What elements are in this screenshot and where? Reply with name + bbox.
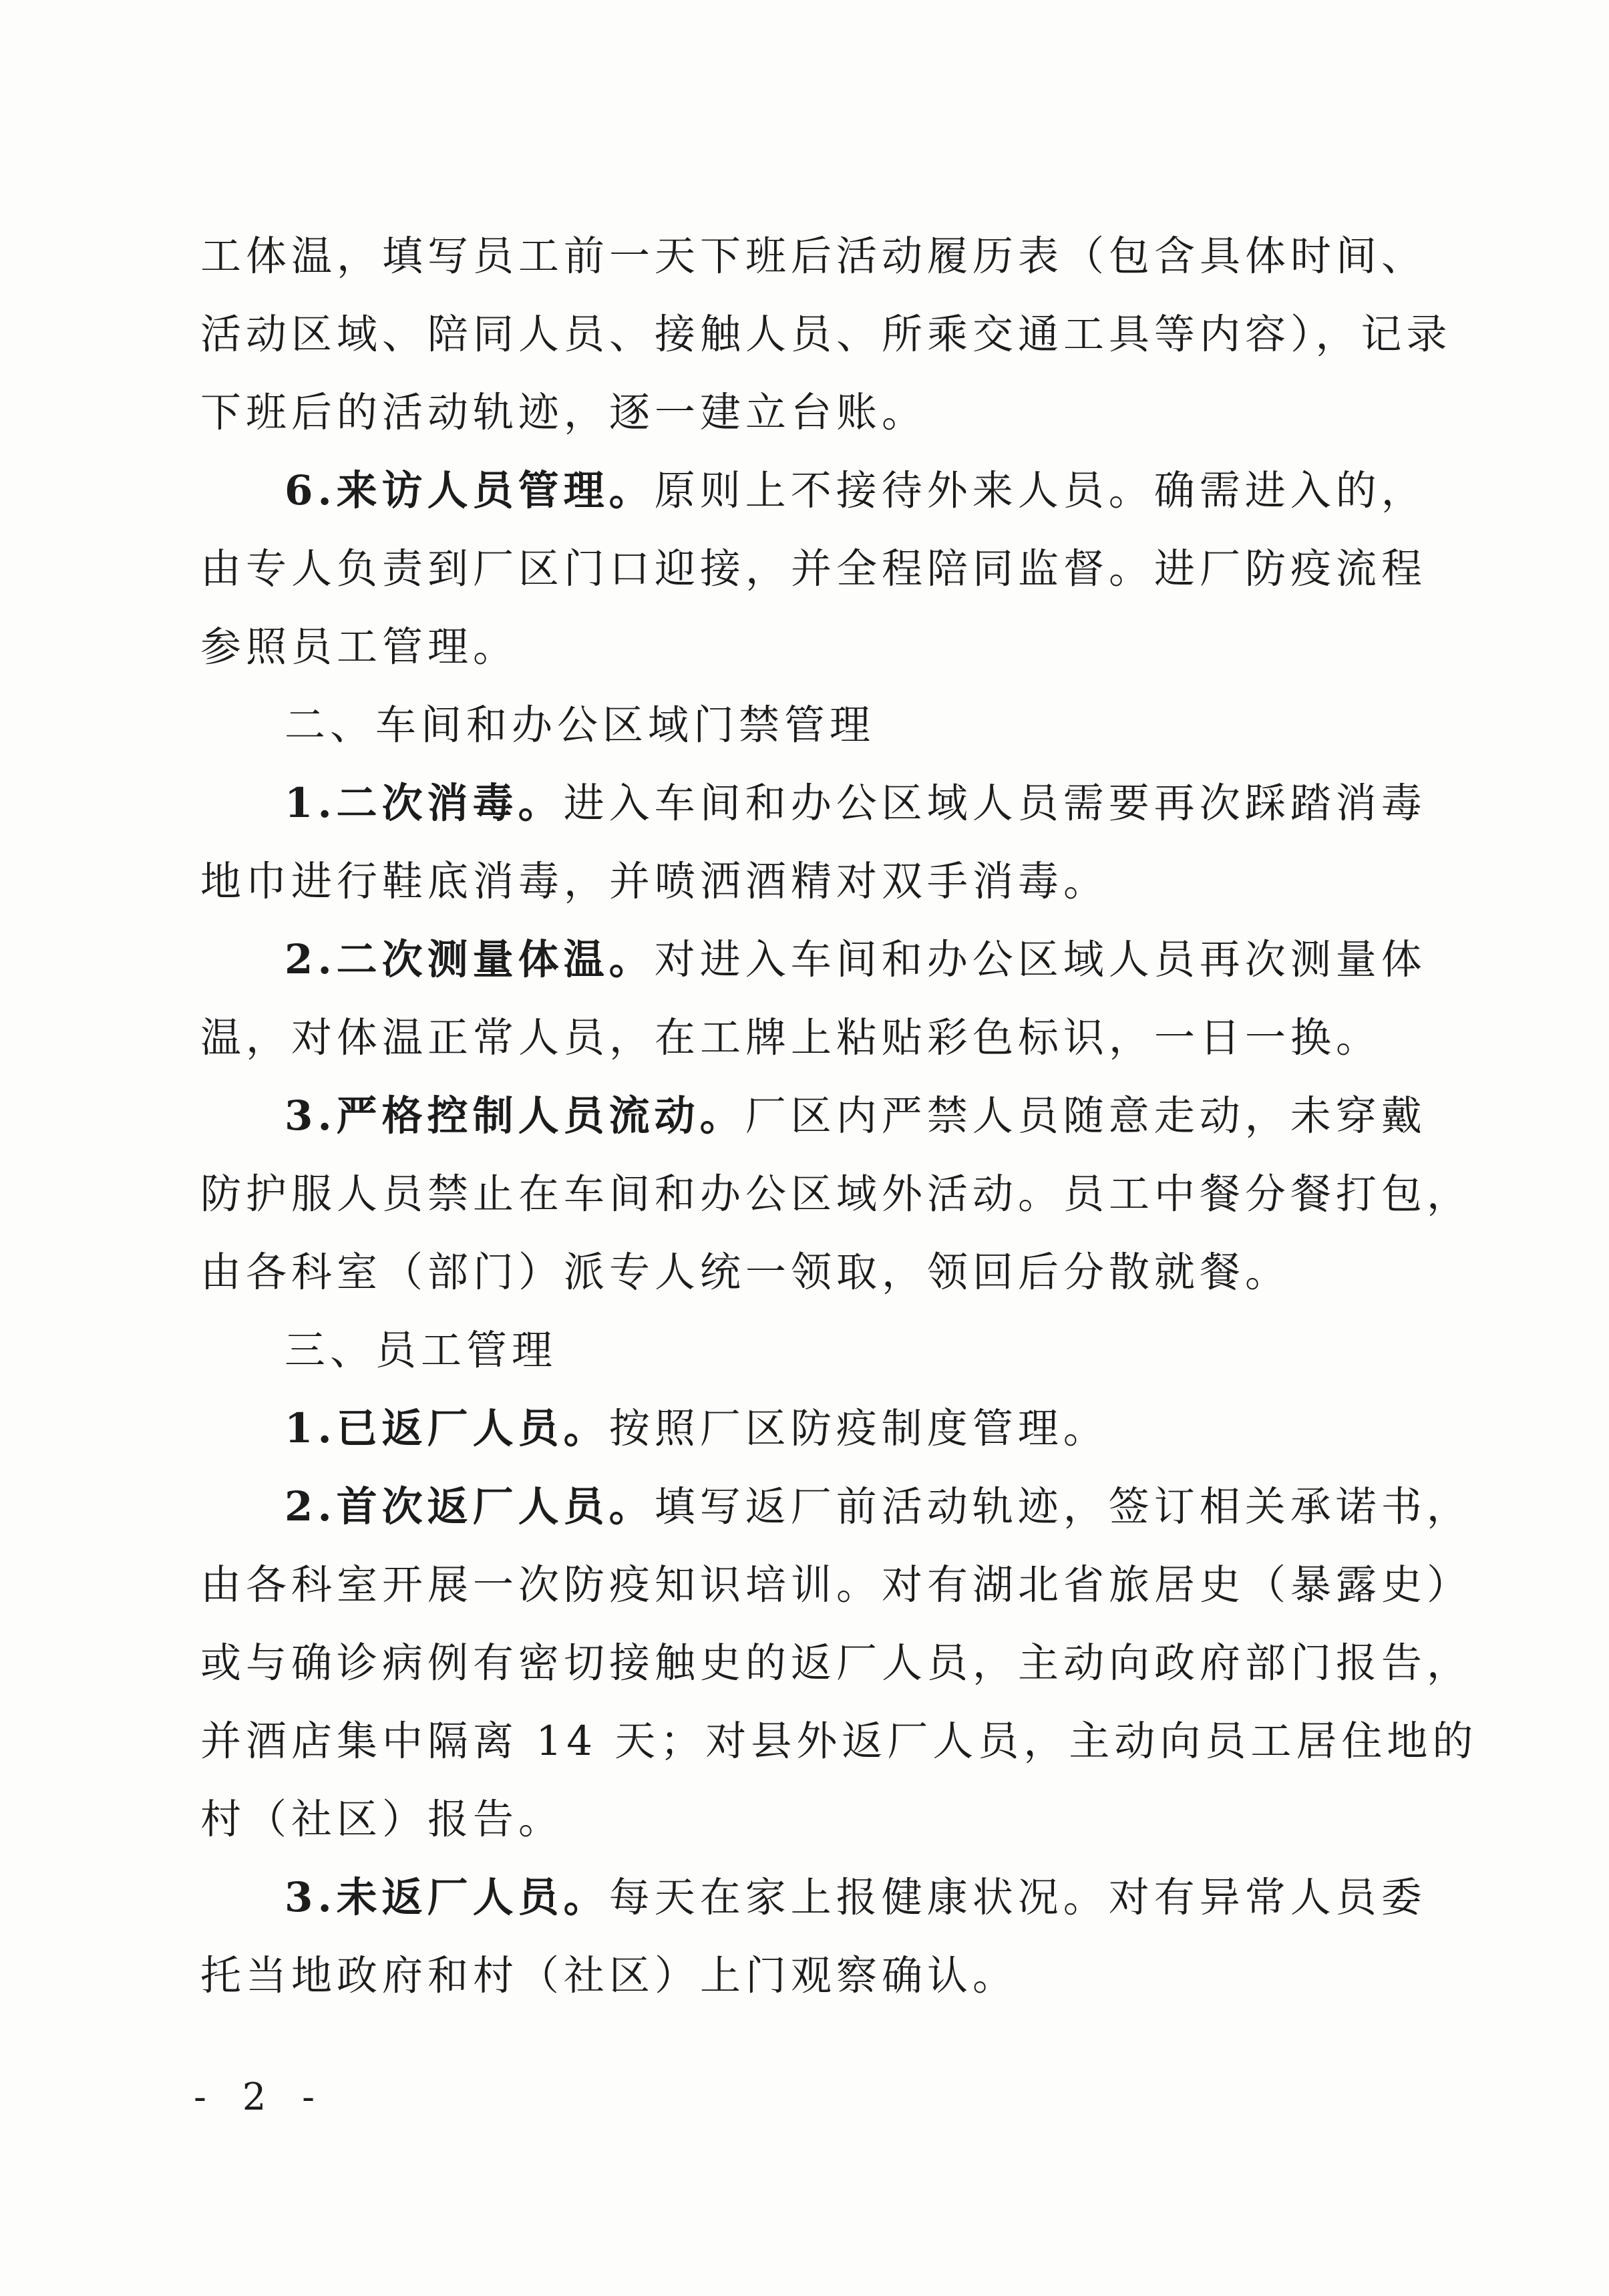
line-text: 填写返厂前活动轨迹，签订相关承诺书，: [654, 1483, 1472, 1530]
line-text: 按照厂区防疫制度管理。: [608, 1405, 1109, 1452]
text-line: [200, 1624, 1473, 1702]
line-text: 地巾进行鞋底消毒，并喷洒酒精对双手消毒。: [200, 858, 1109, 905]
paragraph-returned-staff: [200, 1389, 1423, 1468]
line-text: 下班后的活动轨迹，逐一建立台账。: [200, 389, 928, 436]
line-text: 活动区域、陪同人员、接触人员、所乘交通工具等内容），记录: [200, 311, 1452, 358]
text-line: [200, 842, 1423, 921]
line-text: 村（社区）报告。: [200, 1796, 564, 1843]
item-heading: 1.已返厂人员。: [285, 1405, 609, 1452]
line-text: 进入车间和办公区域人员需要再次踩踏消毒: [563, 780, 1427, 827]
page-number: - 2 -: [194, 2076, 327, 2119]
text-line: [200, 1780, 1423, 1858]
text-line: [200, 1702, 1478, 1780]
text-line: [200, 373, 1423, 452]
item-heading: 1.二次消毒。: [285, 780, 564, 827]
item-heading: 2.二次测量体温。: [285, 936, 655, 983]
section-heading-staff-management: [200, 1311, 1423, 1389]
paragraph-not-returned-staff: [200, 1858, 1427, 1937]
paragraph-second-disinfection: [200, 764, 1427, 842]
item-heading: 6.来访人员管理。: [285, 467, 655, 514]
body-text: [200, 217, 1478, 2015]
section-heading: 二、车间和办公区域门禁管理: [285, 701, 876, 749]
text-line: [200, 295, 1452, 373]
text-line: [200, 1233, 1423, 1311]
line-text: 由各科室开展一次防疫知识培训。对有湖北省旅居史（暴露史）: [200, 1561, 1473, 1609]
item-heading: 3.严格控制人员流动。: [285, 1092, 745, 1140]
line-text: 工体温，填写员工前一天下班后活动履历表（包含具体时间、: [200, 232, 1427, 280]
line-text: 每天在家上报健康状况。对有异常人员委: [608, 1874, 1427, 1921]
section-heading-access-control: [200, 686, 1423, 764]
text-line: [200, 608, 1423, 686]
line-text: 原则上不接待外来人员。确需进入的，: [654, 467, 1427, 514]
line-text: 厂区内严禁人员随意走动，未穿戴: [745, 1092, 1427, 1140]
line-text: 温，对体温正常人员，在工牌上粘贴彩色标识，一日一换。: [200, 1014, 1382, 1061]
line-text: 由各科室（部门）派专人统一领取，领回后分散就餐。: [200, 1249, 1291, 1296]
paragraph-second-temperature: [200, 921, 1427, 999]
line-text: 由专人负责到厂区门口迎接，并全程陪同监督。进厂防疫流程: [200, 545, 1427, 593]
paragraph-movement-control: [200, 1077, 1427, 1155]
item-heading: 2.首次返厂人员。: [285, 1483, 655, 1530]
text-line: [200, 999, 1423, 1077]
paragraph-first-return-staff: [200, 1468, 1472, 1546]
line-text: 对进入车间和办公区域人员再次测量体: [654, 936, 1427, 983]
line-text: 托当地政府和村（社区）上门观察确认。: [200, 1952, 1019, 1999]
section-heading: 三、员工管理: [285, 1327, 558, 1374]
paragraph-visitor-management: [200, 452, 1427, 530]
line-text: 防护服人员禁止在车间和办公区域外活动。员工中餐分餐打包，: [200, 1170, 1473, 1218]
text-line: [200, 530, 1427, 608]
text-line: [200, 1937, 1423, 2015]
item-heading: 3.未返厂人员。: [285, 1874, 609, 1921]
line-text: 或与确诊病例有密切接触史的返厂人员，主动向政府部门报告，: [200, 1639, 1473, 1687]
text-line: [200, 1546, 1473, 1624]
text-line: [200, 1155, 1473, 1233]
line-text: 参照员工管理。: [200, 623, 519, 671]
text-line: [200, 217, 1427, 295]
line-text: 并酒店集中隔离 14 天；对县外返厂人员，主动向员工居住地的: [200, 1717, 1478, 1765]
